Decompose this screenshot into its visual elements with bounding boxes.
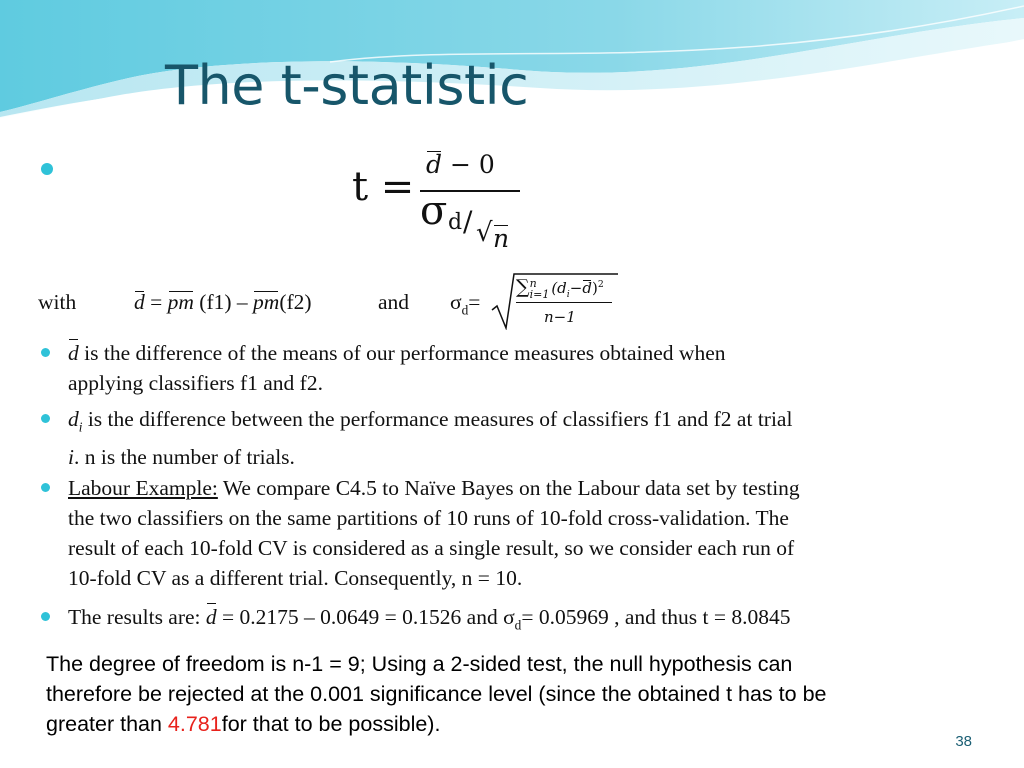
variance-fraction-bar — [516, 302, 612, 303]
bullet-3-line-2: the two classifiers on the same partitions of 10 runs of 10-fold cross-validation. The — [68, 506, 789, 530]
sum-upper: n — [529, 277, 537, 290]
bullet-1-text-1: is the difference of the means of our performance measures obtained when — [78, 341, 726, 365]
note-line-3-a: greater than — [46, 712, 168, 736]
bullet-2-d: d — [68, 407, 79, 431]
and-label: and — [378, 290, 410, 314]
sum-i-sub: i — [566, 289, 570, 300]
bullet-dot-formula — [41, 163, 53, 175]
bullet-1-dbar: d — [68, 338, 79, 368]
pm-f2-symbol: pm — [253, 290, 280, 314]
results-prefix: The results are: — [68, 605, 206, 629]
bullet-2-text-2: . n is the number of trials. — [73, 445, 295, 470]
bullet-labour-example — [68, 473, 1008, 593]
bullet-3-text-1: We compare C4.5 to Naïve Bayes on the Labour data set by testing — [217, 476, 800, 500]
bullet-dot-3 — [41, 483, 50, 492]
bullet-3-line-4: 10-fold CV as a different trial. Consequently, n = 10. — [68, 566, 523, 590]
bullet-2-sub: i — [78, 419, 83, 435]
formula-num-rest: − 0 — [442, 150, 495, 179]
bullet-dot-2 — [41, 414, 50, 423]
sum-limits — [530, 278, 550, 300]
formula-sigma: σ — [420, 188, 448, 234]
bullet-2-i: i — [68, 445, 74, 470]
bullet-1-line-2: applying classifiers f1 and f2. — [68, 371, 323, 395]
sigma-sub: d — [461, 302, 469, 318]
formula-numerator — [426, 150, 495, 179]
sum-minus: − — [569, 279, 583, 297]
f1-label: (f1) – — [193, 290, 254, 314]
formula-slash: / — [463, 205, 473, 238]
bullet-di-definition — [68, 404, 1008, 472]
bullet-1-line-1 — [68, 338, 1008, 368]
variance-numerator — [516, 276, 604, 300]
conclusion-note — [46, 649, 1006, 739]
bullet-3-line-1 — [68, 473, 1008, 503]
results-dbar: d — [206, 602, 217, 632]
bullet-results — [68, 602, 1008, 640]
critical-value: 4.781 — [167, 712, 222, 736]
formula-sigma-sub: d — [448, 210, 463, 235]
sum-open: (d — [551, 279, 567, 297]
dbar-equals: = — [144, 290, 168, 314]
results-sigma-sub: d — [514, 617, 522, 633]
note-line-3 — [46, 709, 1006, 739]
t-statistic-formula — [352, 150, 552, 260]
pm-f1-symbol: pm — [167, 290, 194, 314]
f2-label: (f2) — [279, 290, 312, 314]
bullet-dot-4 — [41, 612, 50, 621]
sigma-d-definition — [450, 290, 480, 318]
formula-lhs: t = — [352, 164, 415, 210]
bullet-2-text-1: is the difference between the performance measures of classifiers f1 and f2 at trial — [82, 407, 793, 431]
sum-close: ) — [591, 279, 598, 297]
results-end: = 0.05969 , and thus t = 8.0845 — [521, 605, 791, 629]
sigma-equals: = — [468, 290, 481, 314]
sum-lower: i=1 — [529, 288, 550, 301]
sum-exp: 2 — [597, 279, 604, 290]
bullet-dbar-definition — [68, 338, 1008, 398]
note-line-1: The degree of freedom is n-1 = 9; Using a 2-sided test, the null hypothesis can — [46, 652, 793, 676]
dbar-definition — [134, 290, 312, 315]
results-mid: = 0.2175 – 0.0649 = 0.1526 and σ — [216, 605, 515, 629]
variance-denominator: n−1 — [544, 308, 576, 326]
formula-root: √ — [476, 218, 493, 248]
bullet-3-line-3: result of each 10-fold CV is considered as a single result, so we consider each run of — [68, 536, 795, 560]
sum-dbar: d — [582, 279, 592, 297]
with-label: with — [38, 290, 77, 314]
labour-example-label: Labour Example: — [68, 476, 218, 500]
sum-symbol: ∑ — [516, 276, 530, 298]
definitions-line — [38, 274, 678, 338]
note-line-2: therefore be rejected at the 0.001 significance level (since the obtained t has to be — [46, 682, 827, 706]
bullet-dot-1 — [41, 348, 50, 357]
sigma-symbol: σ — [450, 290, 462, 314]
bullet-2-line-1 — [68, 404, 1008, 442]
dbar-symbol: d — [134, 290, 145, 314]
formula-dbar: d — [426, 150, 443, 179]
slide-title: The t-statistic — [165, 54, 529, 117]
page-number: 38 — [955, 733, 972, 750]
note-line-3-b: for that to be possible). — [221, 712, 441, 736]
bullet-2-line-2 — [68, 442, 1008, 472]
formula-n: n — [493, 224, 510, 253]
